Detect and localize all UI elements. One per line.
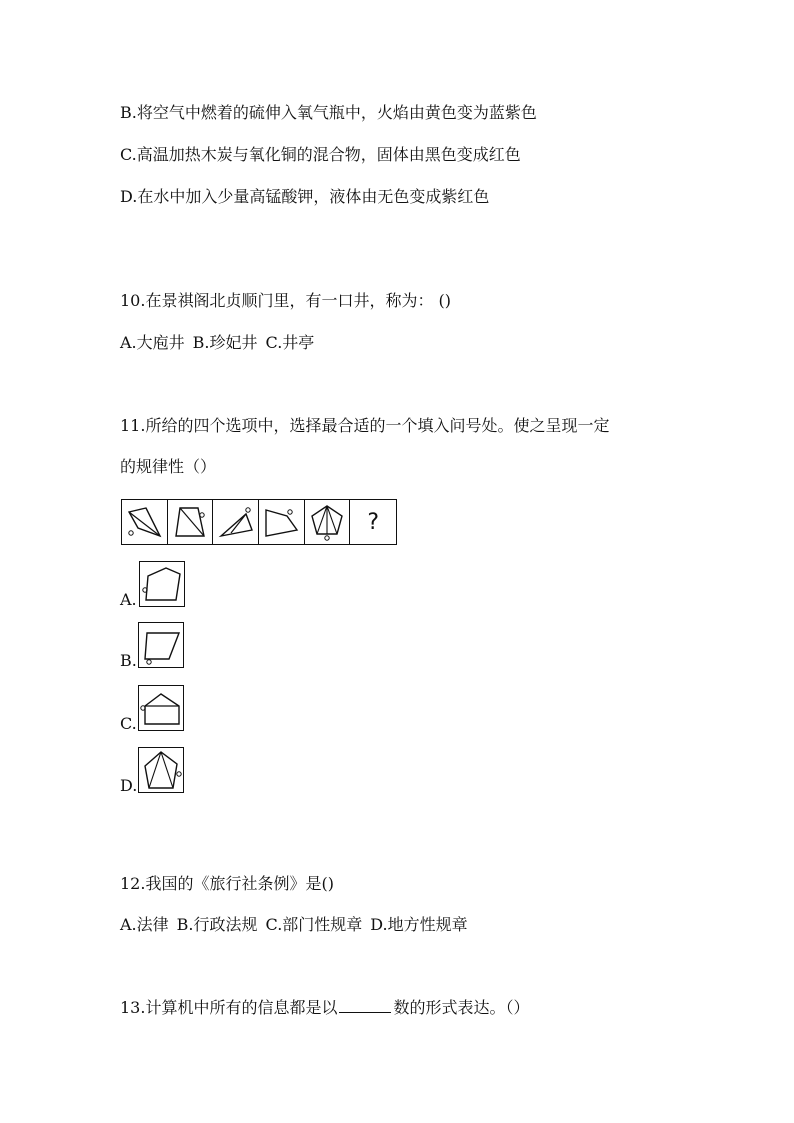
q12-option-a: A.法律	[120, 915, 169, 934]
q12-option-c: C.部门性规章	[265, 915, 363, 934]
q10-options	[120, 332, 314, 354]
q11-option-c-label: C.	[120, 714, 137, 733]
trapezoid-figure	[170, 502, 210, 542]
figure-3	[213, 500, 259, 544]
quadrilateral-figure-2	[261, 502, 301, 542]
figure-4	[259, 500, 305, 544]
q11-option-b-figure[interactable]	[138, 622, 184, 668]
q10-option-b: B.珍妃井	[192, 333, 258, 352]
q11-option-c-figure[interactable]	[138, 685, 184, 731]
triangle-figure	[216, 502, 256, 542]
q12-stem: 12.我国的《旅行社条例》是()	[120, 874, 334, 893]
option-c-pentagon	[139, 686, 183, 730]
q13-stem-before: 13.计算机中所有的信息都是以	[120, 998, 338, 1017]
option-b-quadrilateral	[139, 623, 183, 667]
option-d-pentagon	[139, 748, 183, 792]
figure-question-cell	[350, 500, 396, 544]
pentagon-figure	[307, 502, 347, 542]
q11-option-a-figure[interactable]	[139, 561, 185, 607]
q13-stem-after: 数的形式表达。（）	[393, 998, 530, 1017]
q13-stem	[120, 997, 529, 1019]
q9-option-c: C.高温加热木炭与氧化铜的混合物，固体由黑色变成红色	[120, 145, 521, 164]
q10-option-a: A.大庖井	[120, 333, 185, 352]
q11-stem-line1: 11.所给的四个选项中，选择最合适的一个填入问号处。使之呈现一定	[120, 416, 610, 435]
quadrilateral-figure-1	[124, 502, 164, 542]
figure-5	[305, 500, 351, 544]
q11-option-d-figure[interactable]	[138, 747, 184, 793]
q10-option-c: C.井亭	[265, 333, 315, 352]
q12-option-d: D.地方性规章	[370, 915, 468, 934]
q11-option-d-label: D.	[120, 776, 138, 795]
q11-option-b-label: B.	[120, 651, 137, 670]
option-a-quadrilateral	[140, 562, 184, 606]
q11-stem-line2: 的规律性（）	[120, 457, 217, 476]
q11-option-a-label: A.	[120, 590, 137, 609]
q13-blank[interactable]	[339, 998, 391, 1013]
figure-1	[122, 500, 168, 544]
q9-option-b: B.将空气中燃着的硫伸入氧气瓶中，火焰由黄色变为蓝紫色	[120, 103, 537, 122]
figure-2	[168, 500, 214, 544]
q12-option-b: B.行政法规	[176, 915, 258, 934]
question-mark: ?	[367, 509, 380, 535]
q10-stem: 10.在景祺阁北贞顺门里，有一口井，称为： ()	[120, 291, 452, 310]
figure-sequence	[121, 499, 397, 545]
q9-option-d: D.在水中加入少量高锰酸钾，液体由无色变成紫红色	[120, 187, 490, 206]
q12-options	[120, 914, 468, 936]
